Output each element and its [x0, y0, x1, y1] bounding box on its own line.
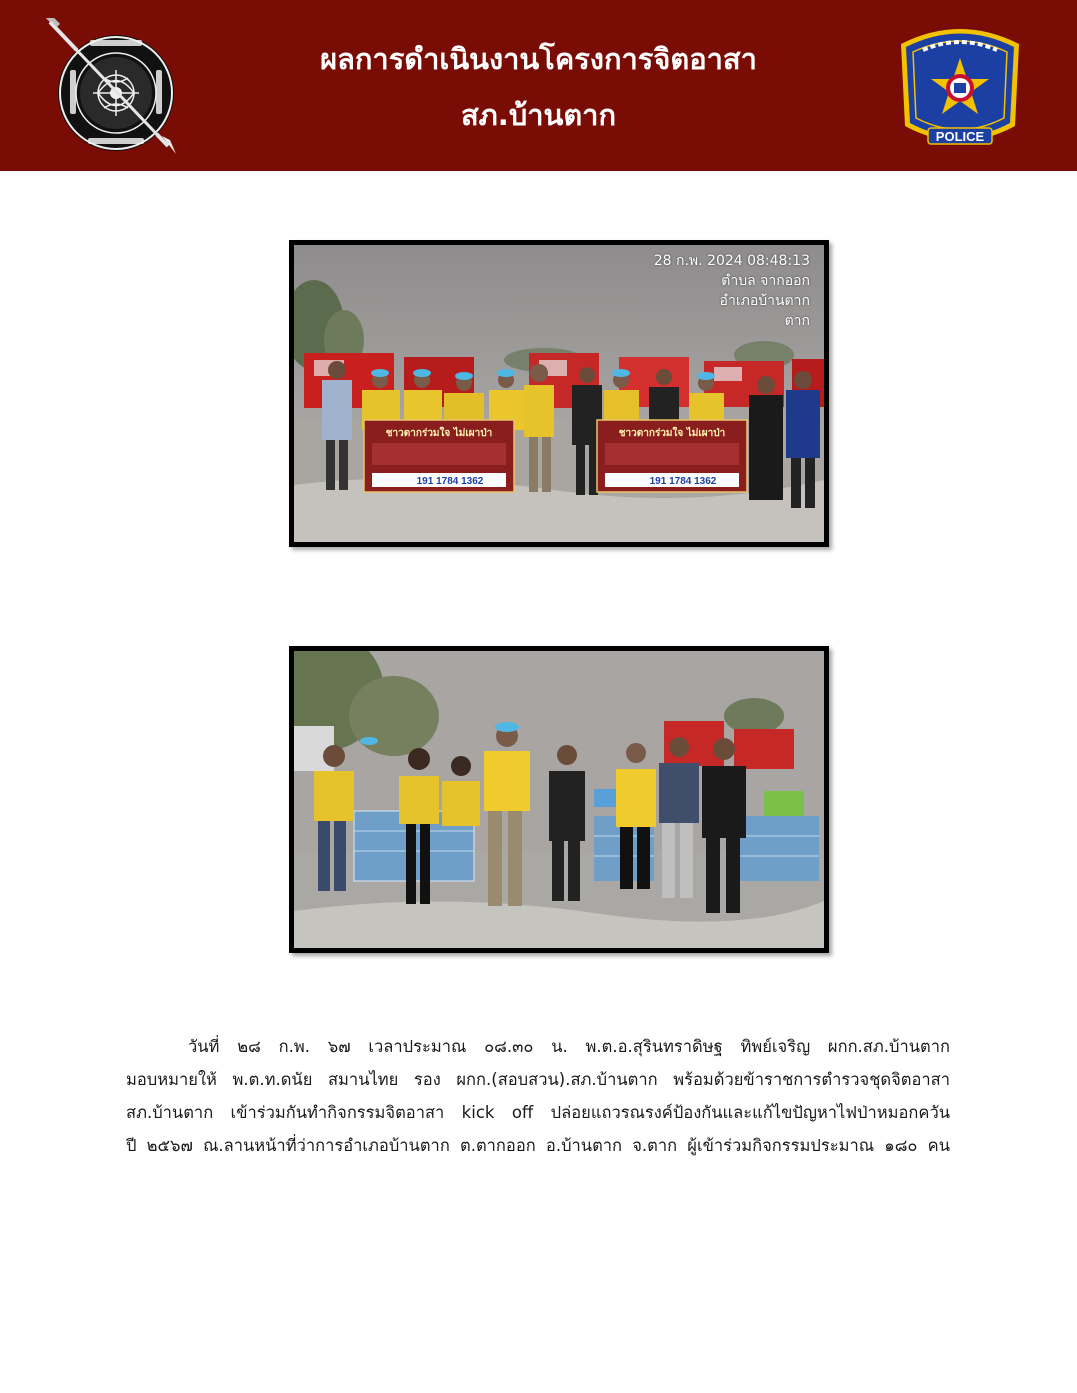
report-description [126, 1030, 950, 1162]
badge-police-label: POLICE [935, 129, 985, 144]
photo-timestamp-overlay [654, 251, 810, 331]
photo-stamp-datetime: 28 ก.พ. 2024 08:48:13 [653, 253, 810, 269]
photo-group-with-banners [289, 240, 829, 547]
photo1-banner-title-left: ชาวตากร่วมใจ ไม่เผาป่า [385, 428, 493, 439]
photo-stamp-subdistrict: ตำบล จากออก [721, 273, 810, 289]
page-title-line-1: ผลการดำเนินงานโครงการจิตอาสา [320, 42, 757, 76]
photo-stamp-province: ตาก [784, 313, 810, 329]
photo1-banner-title-right: ชาวตากร่วมใจ ไม่เผาป่า [618, 428, 726, 439]
tak-police-badge [893, 20, 1027, 152]
page-title-line-2: สภ.บ้านตาก [460, 98, 617, 132]
photo1-banner-phone-right: 191 1784 1362 [649, 476, 717, 487]
header-banner [0, 0, 1077, 171]
description-line-3: สภ.บ้านตาก เข้าร่วมกันทำกิจกรรมจิตอาสา kick off ปล่อยแถวรณรงค์ป้องกันและแก้ไขปัญหาไฟป่าหมอกควัน [126, 1103, 950, 1122]
photo1-banner-phone-left: 191 1784 1362 [416, 476, 484, 487]
photo-stamp-district: อำเภอบ้านตาก [719, 293, 810, 309]
description-line-4: ปี ๒๕๖๗ ณ.ลานหน้าที่ว่าการอำเภอบ้านตาก ต.ตากออก อ.บ้านตาก จ.ตาก ผู้เข้าร่วมกิจกรรมประมาณ ๑๘๐ คน [126, 1136, 950, 1155]
description-line-1: วันที่ ๒๘ ก.พ. ๖๗ เวลาประมาณ ๐๘.๓๐ น. พ.ต.อ.สุรินทราดิษฐ ทิพย์เจริญ ผกก.สภ.บ้านตาก [188, 1037, 950, 1056]
description-line-2: มอบหมายให้ พ.ต.ท.ดนัย สมานไทย รอง ผกก.(สอบสวน).สภ.บ้านตาก พร้อมด้วยข้าราชการตำรวจชุดจิตอาสา [126, 1070, 950, 1089]
photo-supply-handover [289, 646, 829, 953]
